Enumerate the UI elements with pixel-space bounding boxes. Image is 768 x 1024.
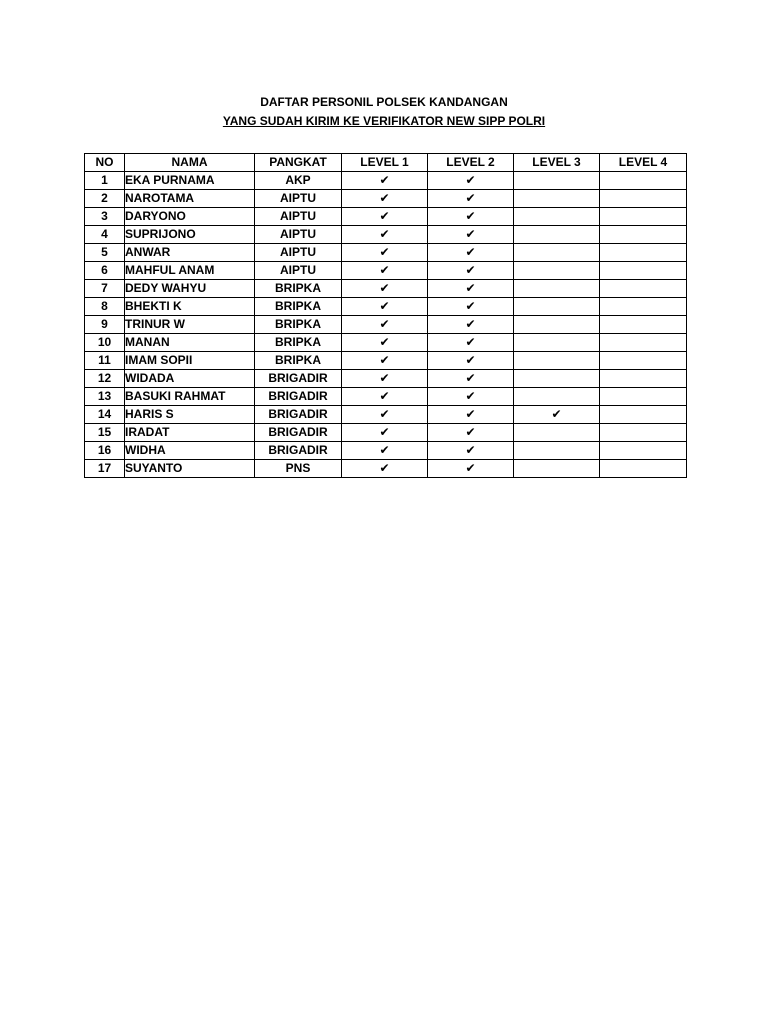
table-row <box>85 424 687 442</box>
table-row <box>85 388 687 406</box>
cell-level-3 <box>514 316 600 334</box>
table-row <box>85 442 687 460</box>
table-row <box>85 190 687 208</box>
header-level-1: LEVEL 1 <box>342 154 428 172</box>
cell-no: 5 <box>85 244 125 262</box>
cell-pangkat: BRIPKA <box>255 316 342 334</box>
cell-no: 2 <box>85 190 125 208</box>
cell-level-1: ✔ <box>342 244 428 262</box>
cell-level-4 <box>600 406 687 424</box>
cell-pangkat: BRIGADIR <box>255 388 342 406</box>
cell-nama: DARYONO <box>125 208 255 226</box>
header-no: NO <box>85 154 125 172</box>
cell-level-4 <box>600 334 687 352</box>
table-body <box>85 172 687 478</box>
cell-no: 13 <box>85 388 125 406</box>
title-line-1: DAFTAR PERSONIL POLSEK KANDANGAN <box>260 95 508 109</box>
cell-level-4 <box>600 442 687 460</box>
cell-level-2: ✔ <box>428 172 514 190</box>
cell-nama: WIDHA <box>125 442 255 460</box>
cell-level-3 <box>514 424 600 442</box>
title-line-2: YANG SUDAH KIRIM KE VERIFIKATOR NEW SIPP POLRI <box>222 114 546 128</box>
cell-pangkat: BRIPKA <box>255 334 342 352</box>
cell-level-2: ✔ <box>428 190 514 208</box>
cell-level-1: ✔ <box>342 352 428 370</box>
cell-no: 12 <box>85 370 125 388</box>
cell-nama: NAROTAMA <box>125 190 255 208</box>
cell-level-4 <box>600 388 687 406</box>
table-header <box>85 154 687 172</box>
table-row <box>85 262 687 280</box>
cell-level-1: ✔ <box>342 208 428 226</box>
cell-level-2: ✔ <box>428 370 514 388</box>
cell-level-1: ✔ <box>342 406 428 424</box>
cell-pangkat: AIPTU <box>255 244 342 262</box>
cell-pangkat: AIPTU <box>255 226 342 244</box>
cell-level-2: ✔ <box>428 352 514 370</box>
header-level-3: LEVEL 3 <box>514 154 600 172</box>
cell-level-1: ✔ <box>342 172 428 190</box>
cell-level-4 <box>600 424 687 442</box>
table-row <box>85 244 687 262</box>
cell-level-3 <box>514 226 600 244</box>
cell-nama: IRADAT <box>125 424 255 442</box>
header-row <box>85 154 687 172</box>
cell-pangkat: AKP <box>255 172 342 190</box>
table-row <box>85 334 687 352</box>
cell-level-2: ✔ <box>428 208 514 226</box>
cell-no: 14 <box>85 406 125 424</box>
cell-level-1: ✔ <box>342 262 428 280</box>
table-row <box>85 370 687 388</box>
cell-no: 16 <box>85 442 125 460</box>
cell-level-4 <box>600 190 687 208</box>
cell-level-3 <box>514 298 600 316</box>
document-title <box>0 93 768 131</box>
cell-nama: EKA PURNAMA <box>125 172 255 190</box>
cell-level-3 <box>514 334 600 352</box>
cell-pangkat: BRIPKA <box>255 280 342 298</box>
cell-nama: IMAM SOPII <box>125 352 255 370</box>
cell-pangkat: AIPTU <box>255 190 342 208</box>
cell-level-2: ✔ <box>428 244 514 262</box>
table-row <box>85 352 687 370</box>
cell-level-3 <box>514 388 600 406</box>
cell-level-4 <box>600 370 687 388</box>
cell-level-1: ✔ <box>342 280 428 298</box>
cell-no: 8 <box>85 298 125 316</box>
table-row <box>85 208 687 226</box>
cell-no: 15 <box>85 424 125 442</box>
cell-level-1: ✔ <box>342 388 428 406</box>
cell-level-1: ✔ <box>342 460 428 478</box>
cell-nama: SUPRIJONO <box>125 226 255 244</box>
cell-no: 4 <box>85 226 125 244</box>
cell-level-4 <box>600 316 687 334</box>
cell-level-4 <box>600 460 687 478</box>
cell-level-3 <box>514 208 600 226</box>
cell-level-3 <box>514 172 600 190</box>
table-row <box>85 316 687 334</box>
cell-level-4 <box>600 172 687 190</box>
cell-nama: WIDADA <box>125 370 255 388</box>
cell-level-1: ✔ <box>342 334 428 352</box>
cell-no: 10 <box>85 334 125 352</box>
cell-nama: TRINUR W <box>125 316 255 334</box>
header-level-2: LEVEL 2 <box>428 154 514 172</box>
cell-level-3 <box>514 442 600 460</box>
cell-level-3 <box>514 280 600 298</box>
cell-nama: BHEKTI K <box>125 298 255 316</box>
cell-level-3 <box>514 352 600 370</box>
cell-nama: ANWAR <box>125 244 255 262</box>
table-row <box>85 298 687 316</box>
cell-nama: DEDY WAHYU <box>125 280 255 298</box>
cell-level-3: ✔ <box>514 406 600 424</box>
table-row <box>85 172 687 190</box>
cell-nama: SUYANTO <box>125 460 255 478</box>
cell-level-3 <box>514 460 600 478</box>
cell-level-1: ✔ <box>342 370 428 388</box>
cell-level-2: ✔ <box>428 226 514 244</box>
cell-no: 1 <box>85 172 125 190</box>
cell-level-3 <box>514 370 600 388</box>
cell-no: 7 <box>85 280 125 298</box>
cell-pangkat: BRIGADIR <box>255 370 342 388</box>
cell-nama: BASUKI RAHMAT <box>125 388 255 406</box>
cell-level-4 <box>600 244 687 262</box>
cell-level-1: ✔ <box>342 190 428 208</box>
cell-level-2: ✔ <box>428 460 514 478</box>
cell-level-3 <box>514 244 600 262</box>
cell-level-4 <box>600 298 687 316</box>
cell-level-2: ✔ <box>428 388 514 406</box>
cell-level-3 <box>514 262 600 280</box>
cell-level-4 <box>600 280 687 298</box>
cell-level-3 <box>514 190 600 208</box>
cell-level-1: ✔ <box>342 226 428 244</box>
cell-level-2: ✔ <box>428 406 514 424</box>
cell-pangkat: BRIGADIR <box>255 424 342 442</box>
cell-level-1: ✔ <box>342 442 428 460</box>
cell-nama: HARIS S <box>125 406 255 424</box>
cell-level-1: ✔ <box>342 424 428 442</box>
cell-level-2: ✔ <box>428 424 514 442</box>
cell-level-4 <box>600 352 687 370</box>
cell-nama: MANAN <box>125 334 255 352</box>
cell-no: 11 <box>85 352 125 370</box>
cell-nama: MAHFUL ANAM <box>125 262 255 280</box>
table-row <box>85 460 687 478</box>
cell-no: 3 <box>85 208 125 226</box>
cell-level-2: ✔ <box>428 316 514 334</box>
cell-no: 6 <box>85 262 125 280</box>
table-row <box>85 280 687 298</box>
personnel-table <box>84 153 687 478</box>
cell-level-2: ✔ <box>428 280 514 298</box>
cell-pangkat: BRIPKA <box>255 352 342 370</box>
table-row <box>85 226 687 244</box>
cell-pangkat: BRIPKA <box>255 298 342 316</box>
cell-no: 17 <box>85 460 125 478</box>
cell-pangkat: AIPTU <box>255 262 342 280</box>
cell-level-4 <box>600 208 687 226</box>
cell-pangkat: BRIGADIR <box>255 442 342 460</box>
header-level-4: LEVEL 4 <box>600 154 687 172</box>
cell-level-2: ✔ <box>428 298 514 316</box>
cell-level-2: ✔ <box>428 262 514 280</box>
table-row <box>85 406 687 424</box>
cell-level-1: ✔ <box>342 298 428 316</box>
header-pangkat: PANGKAT <box>255 154 342 172</box>
cell-no: 9 <box>85 316 125 334</box>
cell-level-1: ✔ <box>342 316 428 334</box>
cell-level-2: ✔ <box>428 334 514 352</box>
cell-pangkat: AIPTU <box>255 208 342 226</box>
cell-pangkat: BRIGADIR <box>255 406 342 424</box>
header-nama: NAMA <box>125 154 255 172</box>
cell-pangkat: PNS <box>255 460 342 478</box>
cell-level-2: ✔ <box>428 442 514 460</box>
cell-level-4 <box>600 226 687 244</box>
cell-level-4 <box>600 262 687 280</box>
